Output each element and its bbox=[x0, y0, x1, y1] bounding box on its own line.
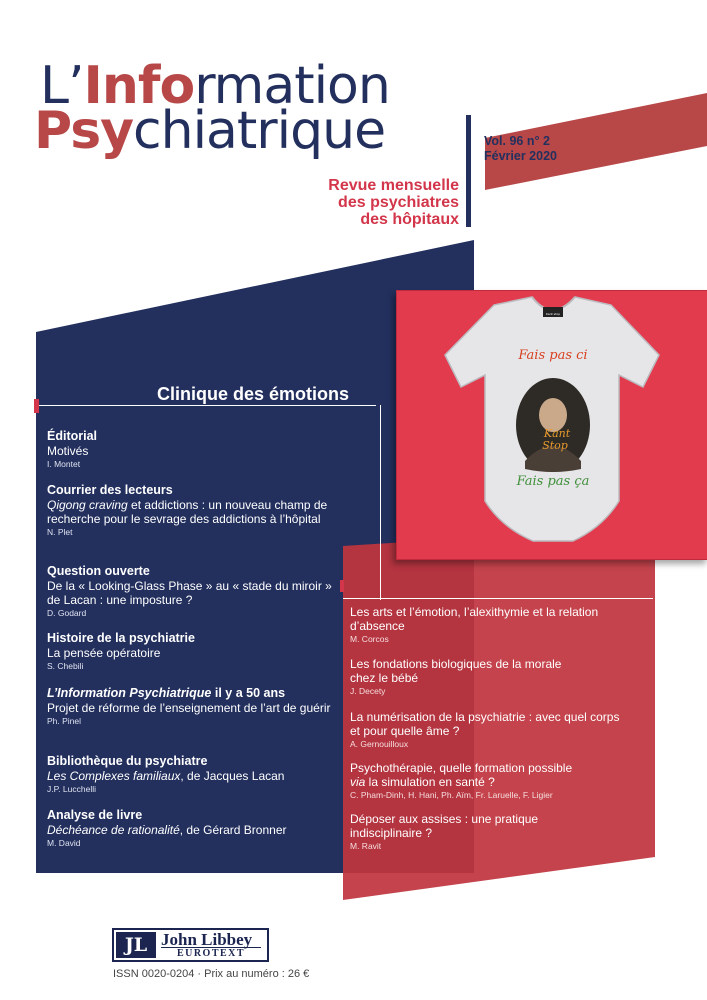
article-title-italic: via bbox=[350, 774, 366, 789]
article-title bbox=[350, 762, 590, 789]
toc-item-right bbox=[350, 658, 580, 697]
article-title bbox=[47, 498, 337, 526]
article-author: N. Plet bbox=[47, 527, 73, 537]
article-title: Déposer aux assises : une pratique indisciplinaire ? bbox=[350, 812, 539, 840]
medallion-text: Stop bbox=[542, 439, 568, 452]
rubric-title: Histoire de la psychiatrie bbox=[47, 631, 195, 645]
article-title bbox=[47, 823, 337, 837]
article-author: M. Corcos bbox=[350, 634, 389, 644]
article-author: I. Montet bbox=[47, 459, 81, 469]
volume-number: Vol. 96 n° 2 bbox=[484, 134, 550, 148]
subtitle-line: des hôpitaux bbox=[360, 211, 459, 228]
onesie-top-text: Fais pas ci bbox=[518, 348, 588, 363]
toc-item-editorial bbox=[47, 429, 337, 470]
article-title: Les arts et l’émotion, l’alexithymie et la relation d’absence bbox=[350, 605, 599, 633]
article-title: Motivés bbox=[47, 444, 89, 458]
toc-item-analyse bbox=[47, 808, 337, 849]
article-title-italic: Déchéance de rationalité bbox=[47, 823, 180, 837]
rubric-title: Analyse de livre bbox=[47, 808, 143, 822]
divider-line bbox=[380, 405, 381, 600]
article-title: La numérisation de la psychiatrie : avec quel corps et pour quelle âme ? bbox=[350, 710, 620, 738]
onesie-illustration bbox=[397, 291, 707, 559]
article-author: M. David bbox=[47, 838, 81, 848]
divider-line bbox=[343, 598, 653, 599]
article-author: D. Godard bbox=[47, 608, 87, 618]
issue-info bbox=[484, 134, 557, 164]
toc-item-question bbox=[47, 564, 337, 619]
issue-date: Février 2020 bbox=[484, 149, 557, 163]
title-highlight-psy: Psy bbox=[34, 101, 134, 161]
onesie-bottom-text: Fais pas ça bbox=[516, 474, 590, 489]
section-marker bbox=[340, 580, 344, 592]
article-title: Les fondations biologiques de la morale chez le bébé bbox=[350, 657, 562, 685]
article-title-rest: , de Gérard Bronner bbox=[179, 823, 287, 837]
publisher-logo bbox=[112, 928, 269, 962]
toc-item-bibliotheque bbox=[47, 754, 337, 795]
title-rest-chiatrique: chiatrique bbox=[133, 101, 386, 161]
rubric-title: Courrier des lecteurs bbox=[47, 483, 173, 497]
article-title-pre: Psychothérapie, quelle formation possible bbox=[350, 761, 573, 775]
toc-item-right bbox=[350, 711, 630, 750]
rubric-title: Éditorial bbox=[47, 429, 98, 443]
article-title bbox=[47, 769, 337, 783]
rubric-title-italic: L’Information Psychiatrique bbox=[47, 686, 212, 700]
article-author: J.P. Lucchelli bbox=[47, 784, 96, 794]
medallion-text: Kant bbox=[543, 427, 571, 440]
section-marker bbox=[34, 399, 39, 413]
journal-title-line2 bbox=[34, 103, 494, 159]
subtitle-line: Revue mensuelle bbox=[328, 177, 459, 194]
publisher-mark: JL bbox=[116, 932, 156, 958]
article-author: A. Gernouilloux bbox=[350, 739, 409, 749]
journal-subtitle bbox=[199, 177, 459, 228]
article-author: S. Chebili bbox=[47, 661, 84, 671]
article-author: Ph. Pinel bbox=[47, 716, 82, 726]
article-author: J. Decety bbox=[350, 686, 386, 696]
rubric-title bbox=[47, 686, 337, 701]
title-prefix: L’ bbox=[40, 56, 84, 116]
section-title: Clinique des émotions bbox=[157, 384, 350, 404]
issn-price: ISSN 0020-0204 · Prix au numéro : 26 € bbox=[113, 968, 310, 980]
rubric-title-rest: il y a 50 ans bbox=[211, 686, 286, 700]
rubric-title: Bibliothèque du psychiatre bbox=[47, 754, 208, 768]
cover-photo-onesie bbox=[396, 290, 707, 560]
toc-item-courrier bbox=[47, 483, 337, 538]
title-divider bbox=[466, 115, 471, 227]
subtitle-line: des psychiatres bbox=[338, 194, 459, 211]
article-title: De la « Looking-Glass Phase » au « stade du miroir » de Lacan : une imposture ? bbox=[47, 579, 332, 607]
article-title-italic: Qigong craving bbox=[47, 498, 128, 512]
article-author: C. Pham-Dinh, H. Hani, Ph. Aïm, Fr. Laruelle, F. Ligier bbox=[350, 790, 553, 800]
title-rest-rmation: rmation bbox=[194, 56, 390, 116]
rubric-title: Question ouverte bbox=[47, 564, 150, 578]
toc-item-right bbox=[350, 606, 630, 645]
toc-item-right bbox=[350, 813, 560, 852]
neck-tag-text: Kant stop bbox=[545, 312, 561, 316]
publisher-sub: EUROTEXT bbox=[161, 947, 261, 959]
toc-item-right bbox=[350, 762, 590, 801]
article-author: M. Ravit bbox=[350, 841, 382, 851]
toc-item-histoire bbox=[47, 631, 337, 672]
toc-item-50-ans bbox=[47, 686, 337, 727]
article-title-rest: , de Jacques Lacan bbox=[180, 769, 285, 783]
publisher-name: John Libbey bbox=[161, 930, 253, 949]
article-title: Projet de réforme de l’enseignement de l’art de guérir bbox=[47, 701, 331, 715]
article-title-italic: Les Complexes familiaux bbox=[47, 769, 181, 783]
article-title-rest: la simulation en santé ? bbox=[365, 774, 495, 789]
article-title-rest: et addictions : un nouveau champ de recherche pour le sevrage des addictions à l’hôpital bbox=[47, 498, 328, 526]
title-highlight-info: Info bbox=[83, 56, 195, 116]
article-title: La pensée opératoire bbox=[47, 646, 161, 660]
divider-line bbox=[36, 405, 376, 406]
